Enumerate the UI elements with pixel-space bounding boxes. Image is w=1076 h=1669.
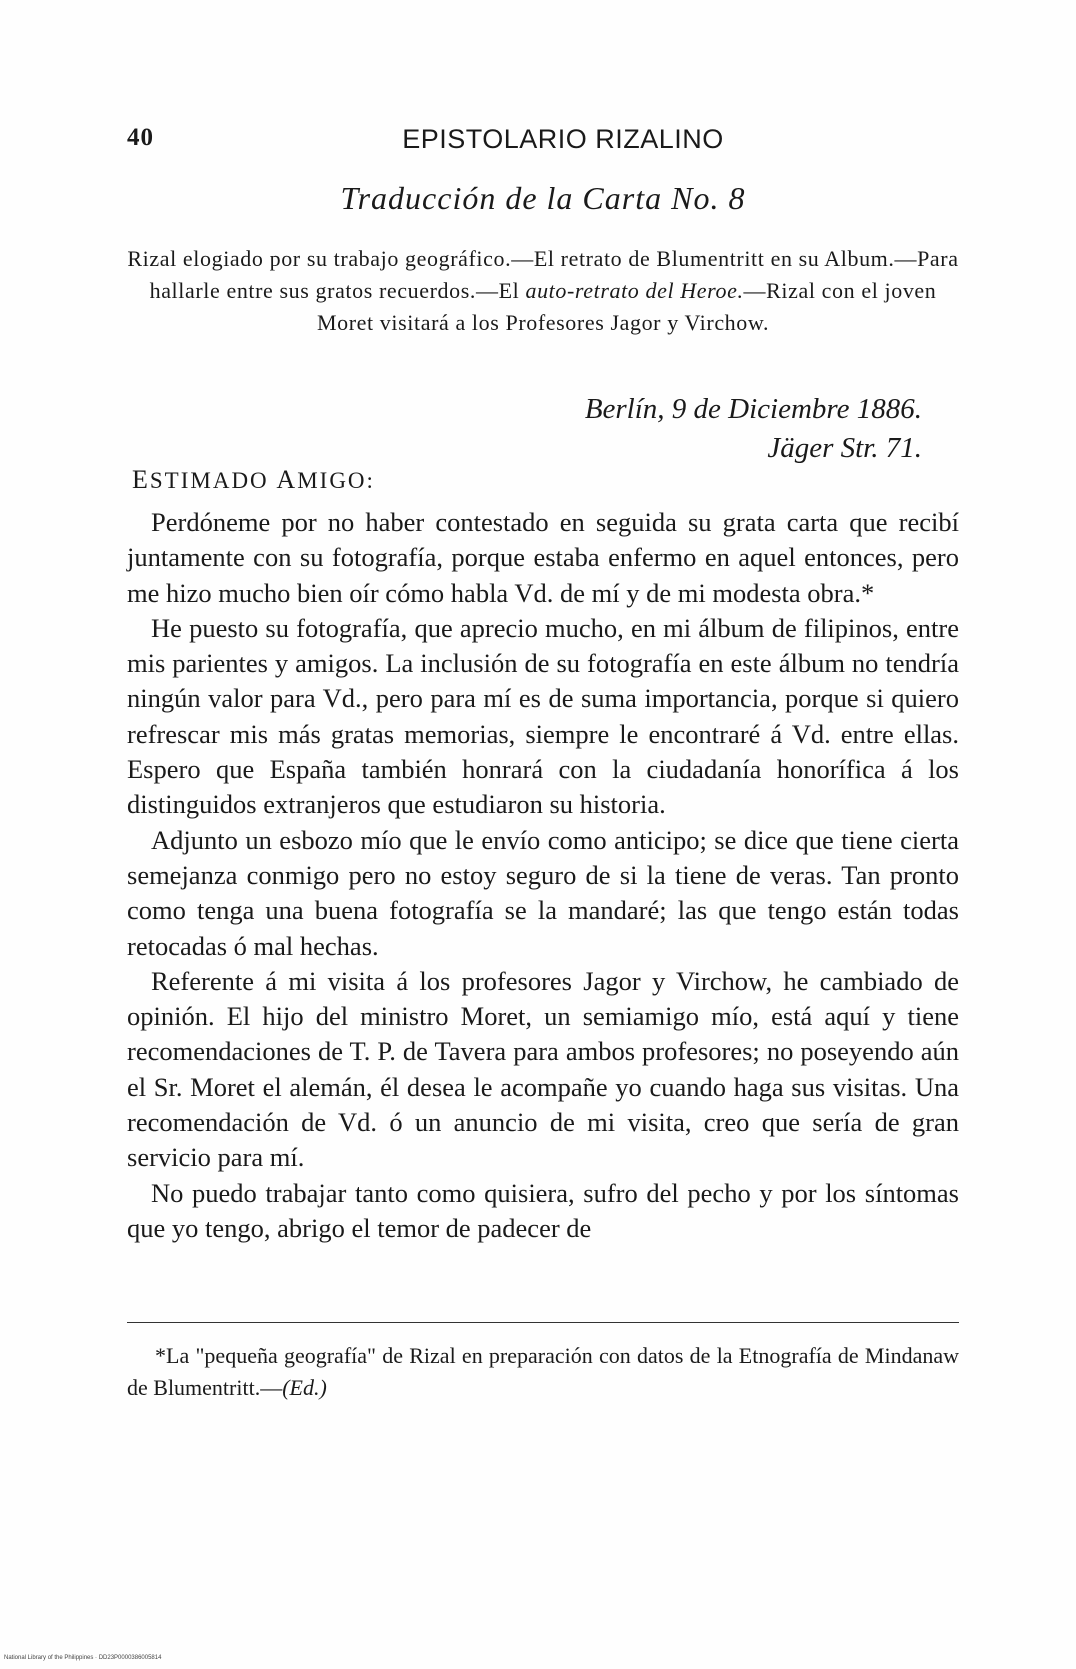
paragraph-3: Adjunto un esbozo mío que le envío como anticipo; se dice que tiene cierta semejanza conmigo pero no estoy seguro de si la tiene de veras. Tan pronto como tenga una buena fotografía se la mandaré; las que tengo están todas retocadas ó mal hechas. [127, 824, 959, 961]
page-number: 40 [127, 124, 154, 151]
salutation-initial-1: E [132, 465, 150, 494]
paragraph-1: Perdóneme por no haber contestado en seguida su grata carta que recibí juntamente con su fotografía, porque estaba enfermo en aquel entonces, pero me hizo mucho bien oír cómo habla Vd. de mí y de mi modesta obra.* [127, 507, 959, 608]
paragraph-2: He puesto su fotografía, que aprecio mucho, en mi álbum de filipinos, entre mis parientes y amigos. La inclusión de su fotografía en este álbum no tendría ningún valor para Vd., pero para mí es de suma importancia, porque si quiero refrescar mis más gratas memorias, siempre le encontraré á Vd. entre ellas. Espero que España también honrará con la ciudadanía honorífica á los distinguidos extranjeros que estudiaron su historia. [127, 612, 959, 820]
paragraph-4: Referente á mi visita á los profesores Jagor y Virchow, he cambiado de opinión. El hijo del ministro Moret, un semiamigo mío, está aquí y tiene recomendaciones de T. P. de Tavera para ambos profesores; no poseyendo aún el Sr. Moret el alemán, él desea le acompañe yo cuando haga sus visitas. Una recomendación de Vd. ó un anuncio de mi visita, creo que sería de gran servicio para mí. [127, 965, 959, 1173]
salutation-initial-2: A [276, 465, 298, 494]
scan-credit: National Library of the Philippines · DD23P0000386005814 [4, 1655, 162, 1661]
salutation-rest-1: STIMADO [149, 468, 277, 493]
salutation-rest-2: MIGO: [297, 468, 375, 493]
letter-title: Traducción de la Carta No. 8 [340, 180, 746, 216]
summary-part-3: —Rizal con el joven Moret visitará a los Profesores Jagor y Virchow. [316, 278, 937, 335]
letter-summary [127, 243, 959, 339]
paragraph-5: No puedo trabajar tanto como quisiera, sufro del pecho y por los síntomas que yo tengo, abrigo el temor de padecer de [127, 1177, 959, 1243]
salutation [132, 465, 375, 495]
dateline-address: Jäger Str. 71. [767, 432, 922, 464]
summary-part-1: Rizal elogiado por su trabajo geográfico.—El retrato de Blumentritt en su Album.—Para hallarle entre sus gratos recuerdos.—El [127, 246, 959, 303]
footnote [127, 1340, 959, 1404]
summary-part-2: auto-retrato del Heroe. [525, 278, 744, 303]
footnote-text: *La "pequeña geografía" de Rizal en preparación con datos de la Etnografía de Mindanaw de Blumentritt.— [127, 1343, 959, 1400]
footnote-divider [127, 1322, 959, 1323]
running-head: EPISTOLARIO RIZALINO [402, 124, 724, 154]
footnote-editor-mark: (Ed.) [282, 1375, 327, 1400]
dateline-place-date: Berlín, 9 de Diciembre 1886. [584, 393, 922, 425]
letter-body [127, 505, 959, 1246]
page-header [127, 124, 959, 164]
